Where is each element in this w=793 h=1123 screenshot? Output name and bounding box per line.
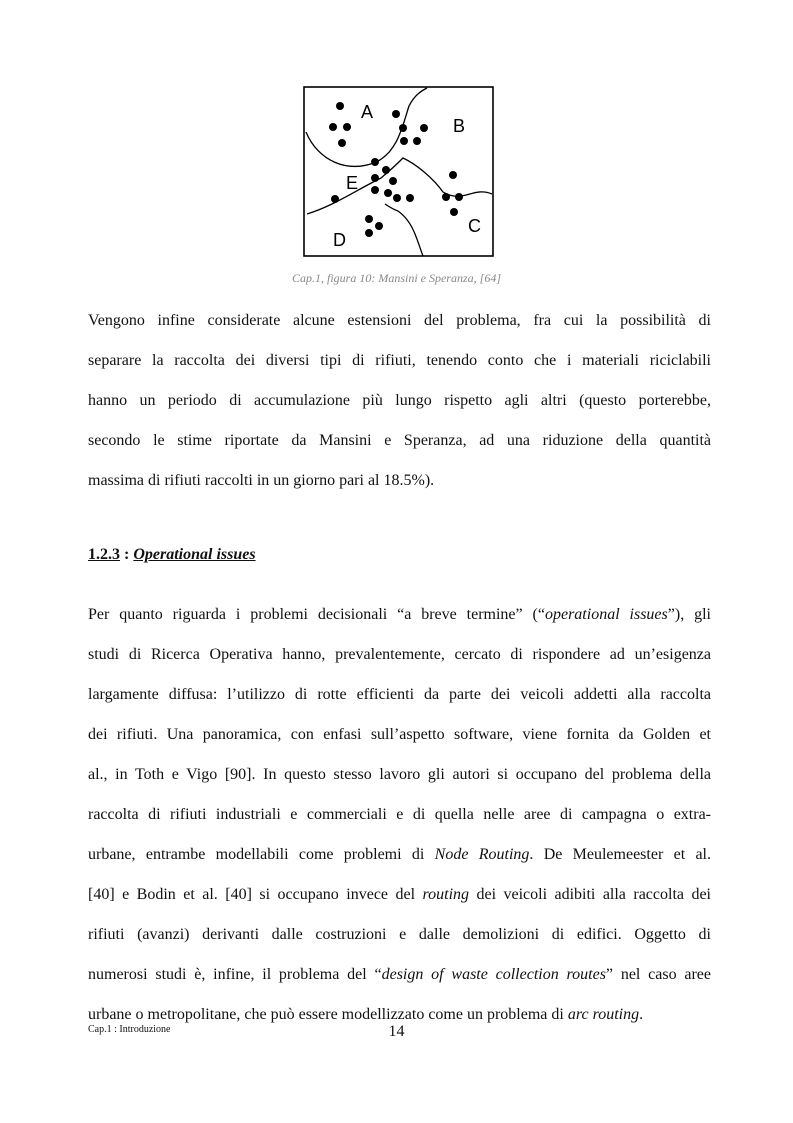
text-segment: [40] e Bodin et al. [40] si occupano invece del xyxy=(88,886,423,903)
point xyxy=(455,193,463,201)
point xyxy=(331,195,339,203)
text-segment: urbane o metropolitane, che può essere modellizzato come un problema di xyxy=(88,1006,568,1023)
text-line xyxy=(88,835,711,875)
text-line xyxy=(88,595,711,635)
page-number: 14 xyxy=(388,1023,405,1040)
text-segment: rifiuti (avanzi) derivanti dalle costruzioni e dalle demolizioni di edifici. Oggetto di xyxy=(88,926,711,943)
italic-term: design of waste collection routes xyxy=(381,966,606,983)
text-line xyxy=(88,955,711,995)
text-segment: Per quanto riguarda i problemi decisionali “a breve termine” (“ xyxy=(88,606,545,623)
point xyxy=(450,208,458,216)
point xyxy=(393,194,401,202)
text-segment: urbane, entrambe modellabili come problemi di xyxy=(88,846,435,863)
text-line xyxy=(88,715,711,755)
text-line xyxy=(88,795,711,835)
text-segment: al., in Toth e Vigo [90]. In questo stesso lavoro gli autori si occupano del problema della xyxy=(88,766,711,783)
region-label-c: C xyxy=(468,216,481,236)
section-title: Operational issues xyxy=(133,546,256,563)
text-segment: studi di Ricerca Operativa hanno, prevalentemente, cercato di rispondere ad un’esigenza xyxy=(88,646,711,663)
section-number: 1.2.3 xyxy=(88,546,120,563)
text-segment: . De Meulemeester et al. xyxy=(529,846,711,863)
text-segment: numerosi studi è, infine, il problema del “ xyxy=(88,966,382,983)
region-label-d: D xyxy=(333,230,346,250)
point xyxy=(365,229,373,237)
footer-chapter-label: Cap.1 : Introduzione xyxy=(88,1024,171,1035)
region-map-diagram xyxy=(303,86,494,257)
text-segment: raccolta di rifiuti industriali e commerciali e di quella nelle aree di campagna o extra- xyxy=(88,806,711,823)
italic-term: Node Routing xyxy=(434,846,530,863)
region-label-e: E xyxy=(346,173,359,193)
point xyxy=(338,139,346,147)
text-line xyxy=(88,755,711,795)
point xyxy=(389,177,397,185)
point xyxy=(384,189,392,197)
text-line: massima di rifiuti raccolti in un giorno pari al 18.5%). xyxy=(88,472,435,489)
text-segment: largamente diffusa: l’utilizzo di rotte efficienti da parte dei veicoli addetti alla raccolta xyxy=(88,686,711,703)
point xyxy=(392,110,400,118)
point xyxy=(329,123,337,131)
point xyxy=(375,222,383,230)
figure-caption: Cap.1, figura 10: Mansini e Speranza, [64] xyxy=(291,271,501,285)
text-line: separare la raccolta dei diversi tipi di rifiuti, tenendo conto che i materiali riciclabili xyxy=(88,352,711,369)
point xyxy=(371,186,379,194)
italic-term: arc routing xyxy=(567,1006,640,1023)
region-label-b: B xyxy=(453,116,466,136)
text-segment: ”), gli xyxy=(667,606,711,623)
point xyxy=(336,102,344,110)
point xyxy=(406,194,414,202)
point xyxy=(365,215,373,223)
text-segment: . xyxy=(639,1006,644,1023)
italic-term: routing xyxy=(422,886,470,903)
point xyxy=(400,137,408,145)
paragraph-operational-issues xyxy=(88,595,711,1035)
point xyxy=(413,137,421,145)
point xyxy=(382,166,390,174)
text-line: secondo le stime riportate da Mansini e Speranza, ad una riduzione della quantità xyxy=(88,432,711,449)
text-line xyxy=(88,915,711,955)
point xyxy=(343,123,351,131)
point xyxy=(449,171,457,179)
section-heading xyxy=(88,546,256,564)
region-map-figure xyxy=(303,86,494,257)
point xyxy=(399,124,407,132)
point xyxy=(420,124,428,132)
text-line xyxy=(88,635,711,675)
text-segment: ” nel caso aree xyxy=(605,966,711,983)
section-separator: : xyxy=(120,546,134,563)
region-label-a: A xyxy=(361,102,374,122)
point xyxy=(371,158,379,166)
text-line: hanno un periodo di accumulazione più lungo rispetto agli altri (questo porterebbe, xyxy=(88,392,711,409)
point xyxy=(371,174,379,182)
text-line xyxy=(88,875,711,915)
text-segment: dei rifiuti. Una panoramica, con enfasi sull’aspetto software, viene fornita da Golden et xyxy=(88,726,711,743)
italic-term: operational issues xyxy=(544,606,668,623)
point xyxy=(442,193,450,201)
text-line: Vengono infine considerate alcune estensioni del problema, fra cui la possibilità di xyxy=(88,312,711,329)
paragraph-extensions xyxy=(88,301,711,501)
text-segment: dei veicoli adibiti alla raccolta dei xyxy=(469,886,711,903)
text-line xyxy=(88,675,711,715)
